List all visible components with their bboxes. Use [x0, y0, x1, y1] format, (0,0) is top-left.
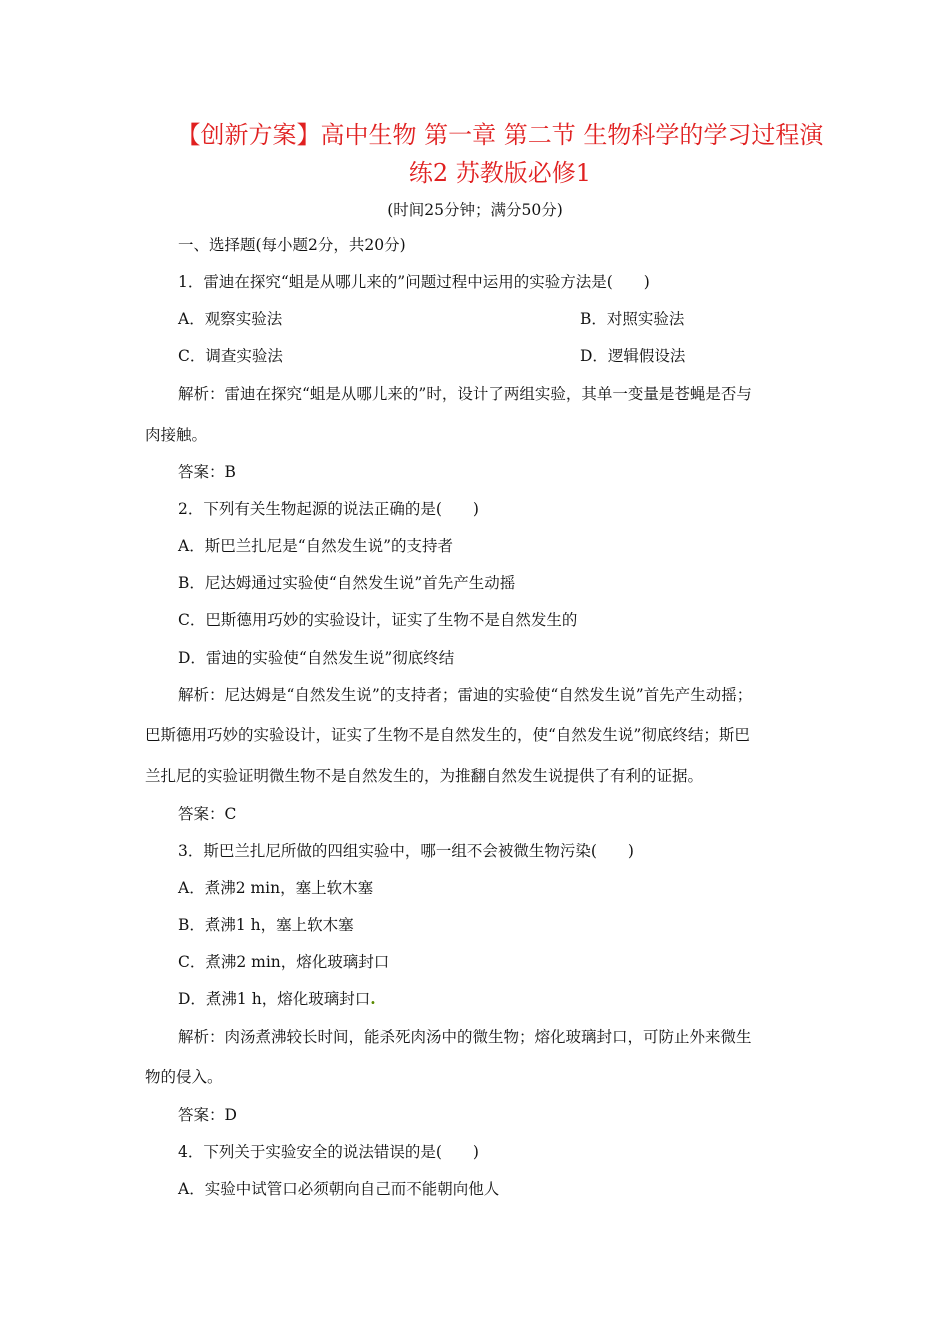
question-1-analysis-line-2: 肉接触。 [145, 426, 208, 444]
question-3-option-a: A．煮沸2 min，塞上软木塞 [178, 879, 374, 897]
document-title-line-2: 练2 苏教版必修1 [408, 159, 592, 187]
question-1-stem: 1．雷迪在探究“蛆是从哪儿来的”问题过程中运用的实验方法是( ) [178, 273, 650, 291]
question-3-option-d-text: D．煮沸1 h，熔化玻璃封口 [178, 990, 371, 1008]
question-3-analysis-line-2: 物的侵入。 [145, 1068, 223, 1086]
question-2-option-d: D．雷迪的实验使“自然发生说”彻底终结 [178, 649, 455, 667]
question-3-answer: 答案：D [178, 1106, 237, 1124]
question-1-option-c: C．调查实验法 [178, 347, 283, 365]
question-1-answer: 答案：B [178, 463, 236, 481]
question-3-option-c: C．煮沸2 min，熔化玻璃封口 [178, 953, 390, 971]
question-3-analysis-line-1: 解析：肉汤煮沸较长时间，能杀死肉汤中的微生物；熔化玻璃封口，可防止外来微生 [178, 1028, 752, 1046]
question-1-analysis-line-1: 解析：雷迪在探究“蛆是从哪儿来的”时，设计了两组实验，其单一变量是苍蝇是否与 [178, 385, 752, 403]
question-1-option-b: B．对照实验法 [580, 310, 685, 328]
question-2-option-b: B．尼达姆通过实验使“自然发生说”首先产生动摇 [178, 574, 516, 592]
section-heading: 一、选择题(每小题2分，共20分) [178, 236, 406, 254]
time-and-score: (时间25分钟；满分50分) [387, 201, 563, 219]
question-3-stem: 3．斯巴兰扎尼所做的四组实验中，哪一组不会被微生物污染( ) [178, 842, 634, 860]
question-1-option-d: D．逻辑假设法 [580, 347, 686, 365]
question-4-stem: 4．下列关于实验安全的说法错误的是( ) [178, 1143, 479, 1161]
question-4-option-a: A．实验中试管口必须朝向自己而不能朝向他人 [178, 1180, 500, 1198]
question-2-answer: 答案：C [178, 805, 237, 823]
question-2-option-a: A．斯巴兰扎尼是“自然发生说”的支持者 [178, 537, 454, 555]
watermark-dot: . [370, 989, 376, 1008]
document-title-line-1: 【创新方案】高中生物 第一章 第二节 生物科学的学习过程演 [176, 121, 824, 149]
question-3-option-b: B．煮沸1 h，塞上软木塞 [178, 916, 354, 934]
question-1-option-a: A．观察实验法 [178, 310, 283, 328]
question-2-stem: 2．下列有关生物起源的说法正确的是( ) [178, 500, 479, 518]
question-2-analysis-line-1: 解析：尼达姆是“自然发生说”的支持者；雷迪的实验使“自然发生说”首先产生动摇； [178, 686, 753, 704]
question-2-analysis-line-3: 兰扎尼的实验证明微生物不是自然发生的，为推翻自然发生说提供了有利的证据。 [145, 767, 704, 785]
question-3-option-d [178, 988, 376, 1010]
question-2-option-c: C．巴斯德用巧妙的实验设计，证实了生物不是自然发生的 [178, 611, 578, 629]
question-2-analysis-line-2: 巴斯德用巧妙的实验设计，证实了生物不是自然发生的，使“自然发生说”彻底终结；斯巴 [145, 726, 750, 744]
